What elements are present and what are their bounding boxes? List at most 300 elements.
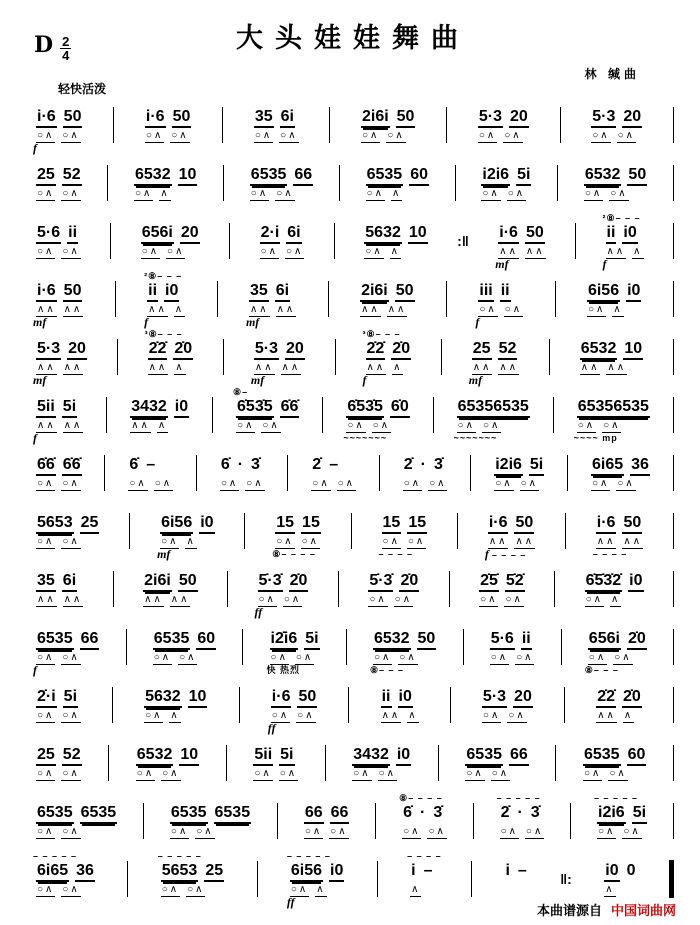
melody	[251, 107, 302, 128]
articulation-group: ○∧	[330, 826, 348, 837]
score-line	[32, 213, 674, 271]
articulation-group: ○∧	[466, 768, 484, 779]
beat-group: 3̇	[530, 804, 540, 821]
measure	[477, 155, 535, 213]
articulation-group: ∧∧	[63, 362, 83, 373]
articulation-group: ○∧	[505, 594, 523, 605]
barline	[117, 339, 118, 375]
below-marks	[475, 317, 526, 329]
score-line	[32, 561, 674, 619]
melody	[582, 571, 647, 592]
beat-group: 6̇	[129, 456, 139, 473]
octave-mark: – – – – –	[286, 851, 331, 861]
below-marks	[268, 723, 320, 735]
octave-mark	[365, 561, 422, 571]
beat-group: 15	[407, 513, 427, 534]
score-line	[32, 97, 674, 155]
beat-group: i0	[398, 687, 413, 708]
measure	[581, 561, 648, 619]
below-marks	[478, 201, 534, 213]
beat-group: 50	[417, 629, 437, 650]
beat-group: 52	[62, 165, 82, 186]
articulation-group: ○∧	[285, 246, 304, 257]
measure	[583, 271, 645, 329]
articulation-row	[491, 477, 547, 491]
below-marks	[142, 143, 194, 155]
melody	[33, 513, 102, 534]
octave-mark	[462, 735, 531, 745]
melody	[167, 803, 254, 824]
barline	[673, 803, 674, 839]
below-marks	[582, 607, 647, 619]
articulation-group: ∧∧	[366, 362, 386, 373]
octave-mark	[251, 97, 302, 107]
measure	[139, 561, 201, 619]
dynamic-mark: ff	[267, 721, 276, 735]
articulation-row	[584, 303, 644, 317]
source-site-link[interactable]: 中国词曲网	[610, 903, 676, 918]
melody	[150, 629, 219, 650]
beat-group: 66	[509, 745, 529, 766]
measure	[143, 271, 189, 329]
dynamic-mark: f	[33, 141, 37, 155]
octave-mark: ³⑧– – –	[144, 329, 183, 339]
beat-group: i2̇i6	[270, 629, 299, 650]
beat-group: i·6	[488, 513, 509, 534]
octave-mark	[584, 271, 644, 281]
beat-group: 5·3	[591, 107, 616, 128]
beat-group: 5̇·3̇	[368, 571, 393, 592]
barline	[575, 223, 576, 259]
articulation-group: ○∧	[403, 478, 422, 489]
measure	[348, 735, 415, 793]
articulation-group: ○∧	[246, 478, 264, 489]
articulation-group: ○∧	[366, 188, 384, 199]
measure	[245, 271, 300, 329]
melody	[247, 165, 316, 186]
articulation-row	[150, 651, 219, 665]
articulation-group: ∧	[170, 710, 180, 721]
beat-group: 5i	[63, 687, 78, 708]
articulation-row	[142, 129, 194, 143]
below-marks	[343, 433, 412, 445]
dynamic-mark: ff	[254, 605, 263, 619]
articulation-group: ○∧	[37, 768, 55, 779]
barline	[463, 629, 464, 665]
articulation-row	[133, 767, 202, 781]
barline	[473, 803, 474, 839]
beat-group: 5i	[304, 629, 319, 650]
articulation-row	[399, 825, 450, 839]
beat-group: 2̇0	[173, 339, 193, 360]
articulation-group: ○∧	[179, 652, 197, 663]
below-marks	[145, 375, 197, 387]
barline	[557, 165, 558, 201]
below-marks	[479, 723, 536, 735]
articulation-group: ○∧	[603, 420, 621, 431]
final-barline	[669, 860, 674, 898]
beat-group: 5632	[364, 223, 402, 244]
articulation-group: ○∧	[37, 130, 55, 141]
articulation-group: ○∧	[167, 246, 185, 257]
score-line	[32, 329, 674, 387]
beat-group: 6̇6̇	[62, 455, 82, 476]
octave-mark: – – – – –	[157, 851, 202, 861]
melody	[491, 455, 547, 476]
below-marks	[33, 317, 86, 329]
articulation-group: ○∧	[145, 710, 163, 721]
melody	[407, 861, 442, 882]
articulation-row	[361, 245, 430, 259]
beat-group: 6i	[275, 281, 290, 302]
melody	[144, 281, 188, 302]
melody	[399, 803, 450, 824]
measure	[250, 97, 303, 155]
measure	[468, 329, 523, 387]
articulation-row	[272, 535, 324, 549]
measure	[484, 503, 539, 561]
barline	[325, 745, 326, 781]
melody	[478, 165, 534, 186]
articulation-group: ∧∧	[144, 594, 163, 605]
beat-group: 10	[623, 339, 643, 360]
annotation: ⑧– – –	[584, 665, 619, 675]
articulation-group: ∧	[408, 710, 418, 721]
articulation-group: ○∧	[623, 826, 641, 837]
measure	[32, 445, 86, 503]
articulation-row	[140, 593, 200, 607]
annotation: – – – –	[592, 549, 628, 559]
octave-mark	[585, 619, 650, 629]
below-marks	[33, 665, 102, 677]
melody	[370, 629, 439, 650]
octave-mark	[357, 271, 417, 281]
octave-mark	[487, 619, 538, 629]
articulation-group: ○∧	[407, 536, 426, 547]
below-marks	[574, 433, 653, 445]
below-marks	[141, 723, 210, 735]
articulation-group: ○∧	[270, 652, 288, 663]
beat-group: 6̇5̇3̇2̇	[585, 571, 623, 592]
articulation-group: ∧∧	[37, 304, 56, 315]
octave-mark	[301, 793, 353, 803]
octave-mark	[33, 503, 102, 513]
beat-group: ·	[517, 804, 523, 821]
barline	[351, 513, 352, 549]
beat-group: 3̇	[251, 456, 260, 473]
beat-group: 3̇	[433, 456, 443, 473]
articulation-group: ○∧	[428, 826, 446, 837]
measure	[461, 735, 532, 793]
octave-mark	[247, 155, 316, 165]
articulation-group: ○∧	[161, 536, 179, 547]
articulation-group: ∧∧	[131, 420, 150, 431]
melody	[250, 745, 301, 766]
beat-group: –	[146, 456, 156, 473]
articulation-group: ○∧	[365, 246, 383, 257]
articulation-group: ○∧	[220, 478, 239, 489]
beat-group: 6i56	[290, 861, 323, 882]
beat-group: ·	[237, 456, 244, 473]
articulation-row	[479, 709, 536, 723]
octave-mark	[33, 329, 90, 339]
beat-group: 5i	[516, 165, 531, 186]
articulation-group: ○∧	[347, 420, 365, 431]
beat-group: 6535	[465, 745, 503, 766]
melody	[125, 455, 176, 476]
articulation-row	[370, 651, 439, 665]
score-line	[32, 271, 674, 329]
articulation-group: ∧∧	[37, 362, 56, 373]
measure	[494, 213, 549, 271]
measure	[592, 677, 646, 735]
dynamic-mark: f	[33, 663, 37, 677]
articulation-group: ○∧	[271, 710, 290, 721]
measure	[364, 561, 423, 619]
beat-group: ii	[521, 629, 532, 650]
measure	[406, 851, 443, 909]
melody	[581, 165, 650, 186]
articulation-row	[145, 361, 197, 375]
melody	[501, 861, 530, 882]
barline	[257, 861, 258, 897]
articulation-group: ○∧	[584, 188, 603, 199]
measure	[500, 851, 531, 909]
octave-mark	[33, 271, 86, 281]
melody	[255, 571, 312, 592]
score-line	[32, 619, 674, 677]
octave-mark	[33, 677, 84, 687]
barline	[560, 107, 561, 143]
beat-group: 6̇6̇	[280, 397, 300, 418]
melody	[584, 281, 644, 302]
octave-mark	[361, 213, 430, 223]
beat-group: i·6	[36, 281, 57, 302]
beat-group: 5·3	[36, 339, 61, 360]
barline	[277, 803, 278, 839]
articulation-row	[379, 535, 431, 549]
octave-mark	[370, 619, 439, 629]
articulation-row	[580, 767, 649, 781]
articulation-group: ○∧	[301, 536, 319, 547]
articulation-group: ∧	[316, 884, 326, 895]
articulation-row	[125, 477, 176, 491]
measure	[490, 445, 548, 503]
beat-group: 50	[627, 165, 647, 186]
articulation-row	[588, 477, 653, 491]
articulation-group: ○∧	[141, 246, 160, 257]
barline	[673, 687, 674, 723]
melody	[138, 223, 203, 244]
articulation-group: ∧∧	[63, 594, 83, 605]
articulation-group: ○∧	[62, 826, 80, 837]
articulation-group: ○∧	[585, 594, 603, 605]
measure	[399, 445, 452, 503]
below-marks	[251, 143, 302, 155]
melody	[365, 571, 422, 592]
beat-group: 65356535	[457, 397, 530, 418]
melody	[33, 687, 84, 708]
articulation-group: ○∧	[399, 652, 417, 663]
octave-mark	[33, 445, 85, 455]
melody	[33, 803, 120, 824]
octave-mark	[501, 851, 530, 861]
beat-group: 60	[409, 165, 429, 186]
articulation-group: ∧∧	[499, 246, 518, 257]
articulation-group: ○∧	[37, 826, 55, 837]
melody	[217, 455, 268, 476]
barline	[110, 223, 111, 259]
melody	[577, 339, 646, 360]
score-line	[32, 387, 674, 445]
articulation-group: ∧∧	[515, 536, 535, 547]
articulation-row	[475, 303, 526, 317]
articulation-row	[287, 883, 347, 897]
dynamic-mark: f	[362, 373, 367, 387]
octave-mark	[33, 387, 86, 397]
octave-mark	[217, 445, 268, 455]
barline	[334, 223, 335, 259]
articulation-group: ∧∧	[606, 246, 626, 257]
beat-group: 50	[514, 513, 534, 534]
beat-group: 2̇	[500, 804, 510, 821]
barline	[104, 455, 105, 491]
beat-group: 5·6	[36, 223, 61, 244]
barline	[348, 687, 349, 723]
articulation-row	[378, 709, 422, 723]
measure	[357, 97, 419, 155]
measure	[580, 155, 651, 213]
below-marks	[33, 607, 86, 619]
beat-group: 2i6i	[361, 107, 390, 128]
beat-group: i0	[329, 861, 344, 882]
beat-group: 6535	[366, 165, 404, 186]
meter-numerator: 2	[62, 34, 70, 49]
beat-group: i·6	[498, 223, 519, 244]
melody	[585, 629, 650, 650]
articulation-row	[407, 883, 442, 897]
beat-group: 3432	[352, 745, 390, 766]
beat-group: 5·6	[490, 629, 515, 650]
articulation-group: ○∧	[617, 130, 635, 141]
articulation-group: ∧∧	[148, 362, 168, 373]
octave-mark: – – – – –	[594, 793, 639, 803]
melody	[593, 513, 646, 534]
articulation-group: ○∧	[37, 478, 55, 489]
barline	[564, 687, 565, 723]
source-credit	[537, 900, 676, 919]
measure	[576, 329, 647, 387]
articulation-group: ○∧	[187, 884, 205, 895]
melody	[475, 107, 532, 128]
sheet-header	[32, 12, 674, 81]
barline	[143, 803, 144, 839]
measure	[474, 97, 533, 155]
beat-group: 50	[622, 513, 642, 534]
barline	[222, 107, 223, 143]
articulation-group: ∧	[613, 304, 623, 315]
octave-mark	[131, 155, 200, 165]
octave-mark	[343, 387, 412, 397]
articulation-row	[217, 477, 268, 491]
beat-group: 5ii	[36, 397, 56, 418]
melody	[588, 455, 653, 476]
below-marks	[217, 491, 268, 503]
articulation-row	[601, 883, 639, 897]
measure	[271, 503, 325, 561]
barline	[244, 513, 245, 549]
beat-group: 20	[513, 687, 533, 708]
articulation-group: ○∧	[495, 478, 513, 489]
octave-mark	[378, 677, 422, 687]
articulation-group: ∧	[186, 536, 196, 547]
octave-mark	[574, 387, 653, 397]
barline	[433, 397, 434, 433]
below-marks	[33, 201, 85, 213]
annotation: ~~~~ mp	[573, 433, 618, 443]
articulation-row	[588, 129, 645, 143]
beat-group: 2̇0	[391, 339, 411, 360]
beat-group: 50	[395, 281, 415, 302]
barline	[328, 281, 329, 317]
barline	[554, 571, 555, 607]
barline	[450, 687, 451, 723]
articulation-group: ∧∧	[472, 362, 492, 373]
melody	[475, 281, 526, 302]
melody	[469, 339, 522, 360]
articulation-group: ○∧	[260, 246, 278, 257]
below-marks	[400, 491, 451, 503]
measure	[32, 503, 103, 561]
dynamic-mark: mf	[157, 547, 171, 561]
below-marks	[167, 839, 254, 851]
beat-group: 6535	[250, 165, 288, 186]
measure	[166, 793, 255, 851]
barline	[375, 803, 376, 839]
octave-mark	[580, 735, 649, 745]
below-marks	[144, 317, 188, 329]
melody	[33, 107, 85, 128]
below-marks	[33, 897, 98, 909]
articulation-group: ○∧	[312, 478, 330, 489]
articulation-group: ∧∧	[37, 594, 56, 605]
articulation-group: ○∧	[262, 420, 280, 431]
beat-group: i0	[622, 223, 637, 244]
below-marks	[497, 839, 548, 851]
articulation-row	[475, 129, 532, 143]
beat-group: i2i6	[494, 455, 523, 476]
articulation-group: ○∧	[62, 478, 80, 489]
barline	[457, 513, 458, 549]
melody	[272, 513, 324, 534]
beat-group: 2i6i	[143, 571, 172, 592]
below-marks	[158, 897, 227, 909]
beat-group: 6532	[584, 165, 622, 186]
below-marks	[495, 259, 548, 271]
below-marks	[603, 259, 647, 271]
below-marks	[378, 723, 422, 735]
octave-mark	[475, 97, 532, 107]
below-marks	[454, 433, 533, 445]
articulation-row	[358, 129, 418, 143]
articulation-row	[501, 883, 530, 897]
measure	[126, 387, 193, 445]
beat-group: 50	[178, 571, 198, 592]
beat-group: 50	[297, 687, 317, 708]
melody	[33, 281, 86, 302]
measure	[132, 735, 203, 793]
below-marks	[246, 317, 299, 329]
